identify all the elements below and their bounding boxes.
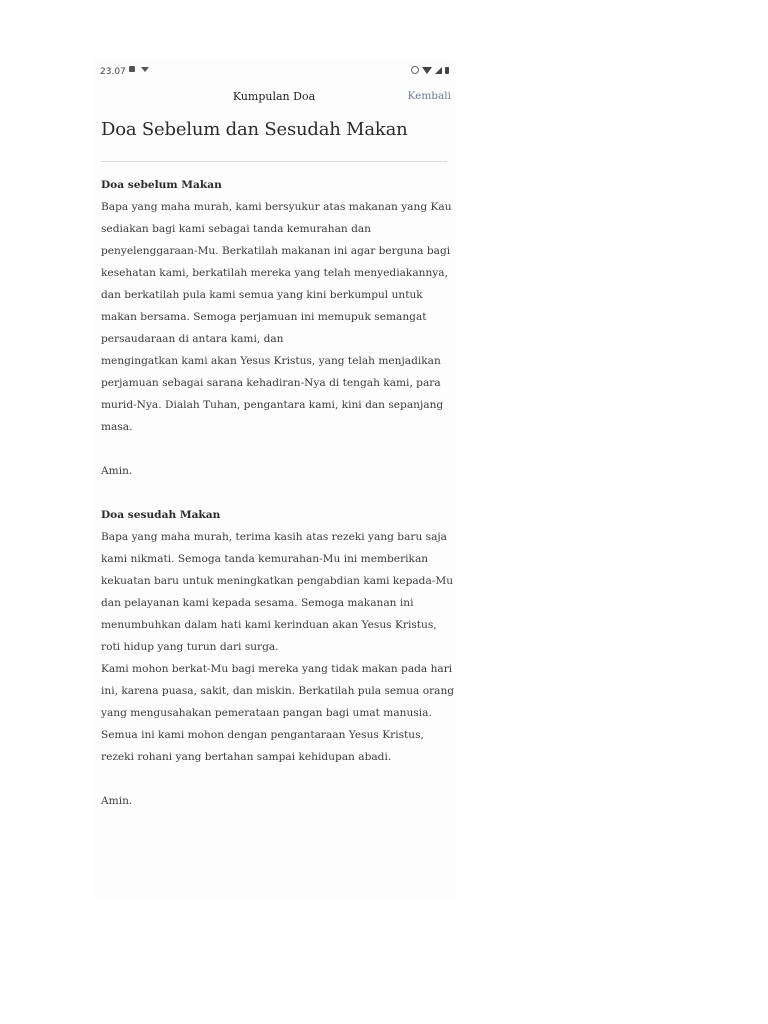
phone-screen bbox=[93, 58, 455, 900]
prayer-line: penyelenggaraan-Mu. Berkatilah makanan ini agar berguna bagi bbox=[101, 245, 451, 257]
download-icon bbox=[141, 67, 149, 72]
spacer bbox=[101, 438, 451, 460]
section-heading: Doa sebelum Makan bbox=[101, 179, 222, 191]
notification-icon bbox=[129, 66, 135, 72]
section-before-meal bbox=[101, 174, 451, 504]
amen-text: Amin. bbox=[101, 465, 133, 477]
prayer-line: kami nikmati. Semoga tanda kemurahan-Mu ini memberikan bbox=[101, 553, 429, 565]
wifi-icon bbox=[422, 67, 432, 74]
app-title: Kumpulan Doa bbox=[232, 90, 316, 103]
prayer-line: dan pelayanan kami kepada sesama. Semoga makanan ini bbox=[101, 597, 414, 609]
page-title: Doa Sebelum dan Sesudah Makan bbox=[101, 119, 408, 140]
prayer-line: kekuatan baru untuk meningkatkan pengabdian kami kepada-Mu bbox=[101, 575, 454, 587]
prayer-line: roti hidup yang turun dari surga. bbox=[101, 641, 279, 653]
prayer-line: ini, karena puasa, sakit, dan miskin. Berkatilah pula semua orang bbox=[101, 685, 455, 697]
prayer-line: menumbuhkan dalam hati kami kerinduan akan Yesus Kristus, bbox=[101, 619, 437, 631]
prayer-line: Kami mohon berkat-Mu bagi mereka yang tidak makan pada hari bbox=[101, 663, 453, 675]
prayer-line: perjamuan sebagai sarana kehadiran-Nya di tengah kami, para bbox=[101, 377, 441, 389]
prayer-line: makan bersama. Semoga perjamuan ini memupuk semangat bbox=[101, 311, 427, 323]
spacer bbox=[101, 768, 451, 790]
prayer-line: yang mengusahakan pemerataan pangan bagi umat manusia. bbox=[101, 707, 432, 719]
section-after-meal bbox=[101, 504, 455, 812]
signal-icon bbox=[435, 67, 442, 74]
spacer bbox=[101, 482, 451, 504]
prayer-line: masa. bbox=[101, 421, 133, 433]
amen-text: Amin. bbox=[101, 795, 133, 807]
status-left-icons bbox=[129, 66, 149, 72]
prayer-line: rezeki rohani yang bertahan sampai kehidupan abadi. bbox=[101, 751, 392, 763]
back-button[interactable]: Kembali bbox=[407, 90, 451, 102]
battery-icon bbox=[445, 67, 449, 74]
prayer-line: Semua ini kami mohon dengan pengantaraan Yesus Kristus, bbox=[101, 729, 424, 741]
prayer-line: dan berkatilah pula kami semua yang kini berkumpul untuk bbox=[101, 289, 423, 301]
prayer-line: Bapa yang maha murah, terima kasih atas rezeki yang baru saja bbox=[101, 531, 447, 543]
prayer-content bbox=[101, 174, 455, 812]
section-heading: Doa sesudah Makan bbox=[101, 509, 221, 521]
prayer-line: sediakan bagi kami sebagai tanda kemurahan dan bbox=[101, 223, 371, 235]
alarm-icon bbox=[411, 66, 419, 74]
prayer-line: mengingatkan kami akan Yesus Kristus, yang telah menjadikan bbox=[101, 355, 441, 367]
title-divider bbox=[101, 161, 447, 162]
app-bar bbox=[93, 86, 455, 110]
status-bar bbox=[93, 58, 455, 86]
prayer-line: kesehatan kami, berkatilah mereka yang telah menyediakannya, bbox=[101, 267, 448, 279]
prayer-line: Bapa yang maha murah, kami bersyukur atas makanan yang Kau bbox=[101, 201, 452, 213]
status-right-icons bbox=[411, 66, 449, 74]
status-time: 23.07 bbox=[100, 67, 126, 77]
prayer-line: persaudaraan di antara kami, dan bbox=[101, 333, 284, 345]
prayer-line: murid-Nya. Dialah Tuhan, pengantara kami, kini dan sepanjang bbox=[101, 399, 444, 411]
